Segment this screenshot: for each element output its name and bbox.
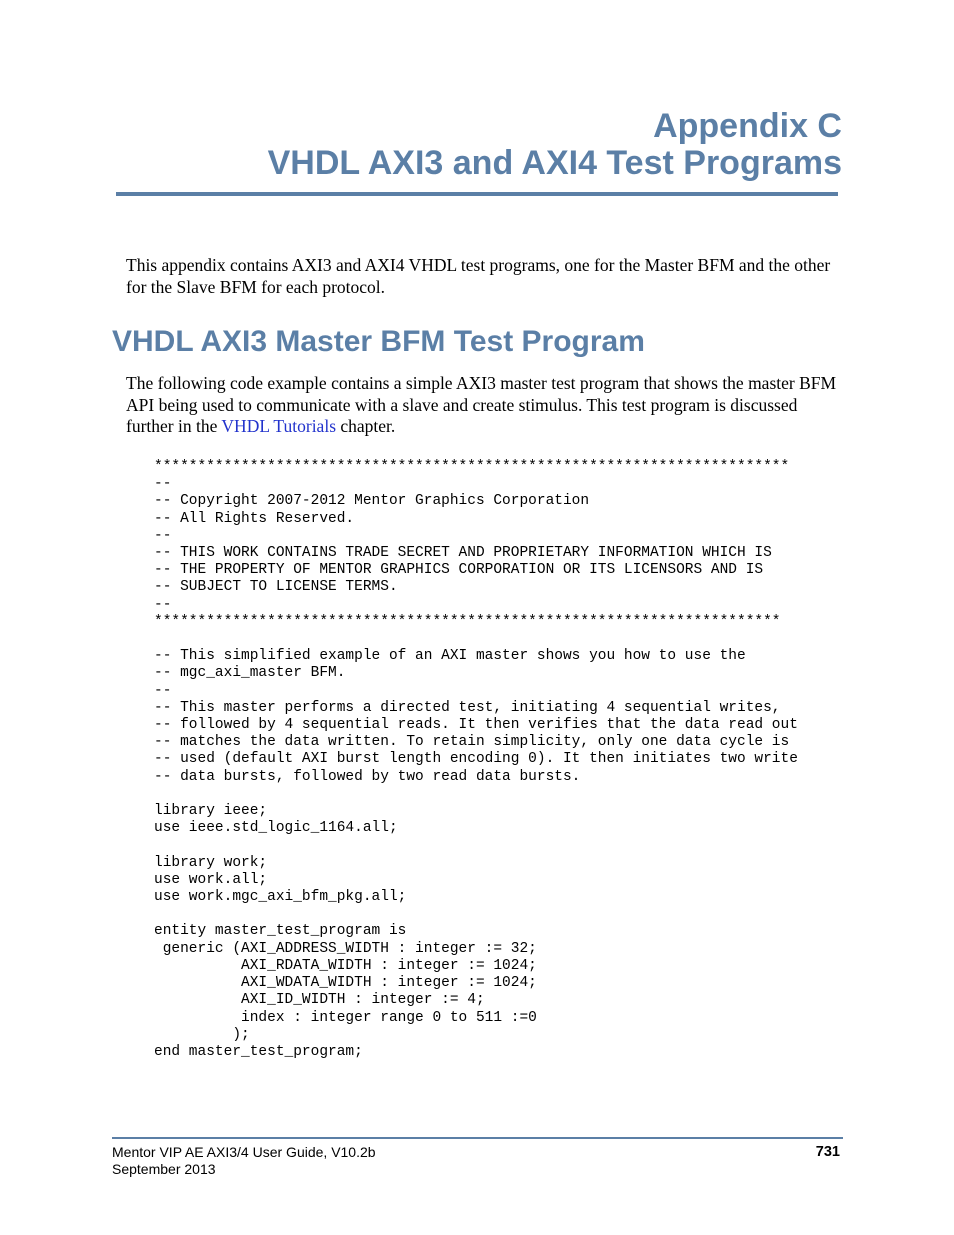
code-line: -- matches the data written. To retain simplicity, only one data cycle is (154, 734, 790, 751)
vhdl-tutorials-link[interactable]: VHDL Tutorials (221, 416, 337, 436)
section-description (126, 373, 842, 438)
code-line: -- Copyright 2007-2012 Mentor Graphics Corporation (154, 493, 590, 510)
footer-rule (112, 1137, 843, 1139)
page-number: 731 (815, 1144, 840, 1160)
description-text-before: The following code example contains a simple AXI3 master test program that shows the master BFM API being used to communicate with a slave and create stimulus. This test program is discussed further in the (126, 373, 837, 436)
code-line: use work.all; (154, 871, 268, 888)
code-line: -- SUBJECT TO LICENSE TERMS. (154, 579, 398, 596)
code-line: end master_test_program; (154, 1043, 363, 1060)
code-line: use work.mgc_axi_bfm_pkg.all; (154, 889, 407, 906)
code-line: library work; (154, 854, 268, 871)
chapter-label: Appendix C (653, 107, 842, 145)
code-line: -- used (default AXI burst length encoding 0). It then initiates two write (154, 751, 798, 768)
code-line: -- This simplified example of an AXI master shows you how to use the (154, 648, 746, 665)
code-line: ); (154, 1026, 250, 1043)
code-line: -- THIS WORK CONTAINS TRADE SECRET AND PROPRIETARY INFORMATION WHICH IS (154, 545, 772, 562)
footer-info (112, 1144, 376, 1178)
code-line: -- followed by 4 sequential reads. It then verifies that the data read out (154, 717, 798, 734)
code-line: -- (154, 476, 172, 493)
code-line: AXI_WDATA_WIDTH : integer := 1024; (154, 975, 537, 992)
code-line: -- This master performs a directed test, initiating 4 sequential writes, (154, 699, 781, 716)
chapter-name: VHDL AXI3 and AXI4 Test Programs (267, 144, 842, 182)
code-line: generic (AXI_ADDRESS_WIDTH : integer := 32; (154, 940, 537, 957)
code-line: -- THE PROPERTY OF MENTOR GRAPHICS CORPORATION OR ITS LICENSORS AND IS (154, 562, 764, 579)
code-line: -- data bursts, followed by two read data bursts. (154, 768, 581, 785)
intro-paragraph: This appendix contains AXI3 and AXI4 VHDL test programs, one for the Master BFM and the other for the Slave BFM for each protocol. (126, 255, 831, 297)
code-listing (154, 459, 798, 1061)
description-text-after: chapter. (336, 416, 396, 436)
code-line: -- mgc_axi_master BFM. (154, 665, 346, 682)
code-line: library ieee; (154, 803, 268, 820)
code-line: -- (154, 682, 172, 699)
code-line: AXI_ID_WIDTH : integer := 4; (154, 992, 485, 1009)
title-rule (116, 192, 838, 196)
code-line: -- (154, 527, 172, 544)
footer-guide-title: Mentor VIP AE AXI3/4 User Guide, V10.2b (112, 1144, 376, 1160)
code-line: ************************************************************************ (154, 613, 781, 630)
section-heading: VHDL AXI3 Master BFM Test Program (112, 325, 645, 358)
code-line: ************************************************************************* (154, 459, 790, 475)
code-line: -- (154, 596, 172, 613)
code-line: use ieee.std_logic_1164.all; (154, 820, 398, 837)
code-line: index : integer range 0 to 511 :=0 (154, 1009, 537, 1026)
code-line: AXI_RDATA_WIDTH : integer := 1024; (154, 957, 537, 974)
chapter-title (268, 108, 842, 182)
code-line: entity master_test_program is (154, 923, 407, 940)
footer-date: September 2013 (112, 1161, 216, 1177)
code-line: -- All Rights Reserved. (154, 510, 355, 527)
